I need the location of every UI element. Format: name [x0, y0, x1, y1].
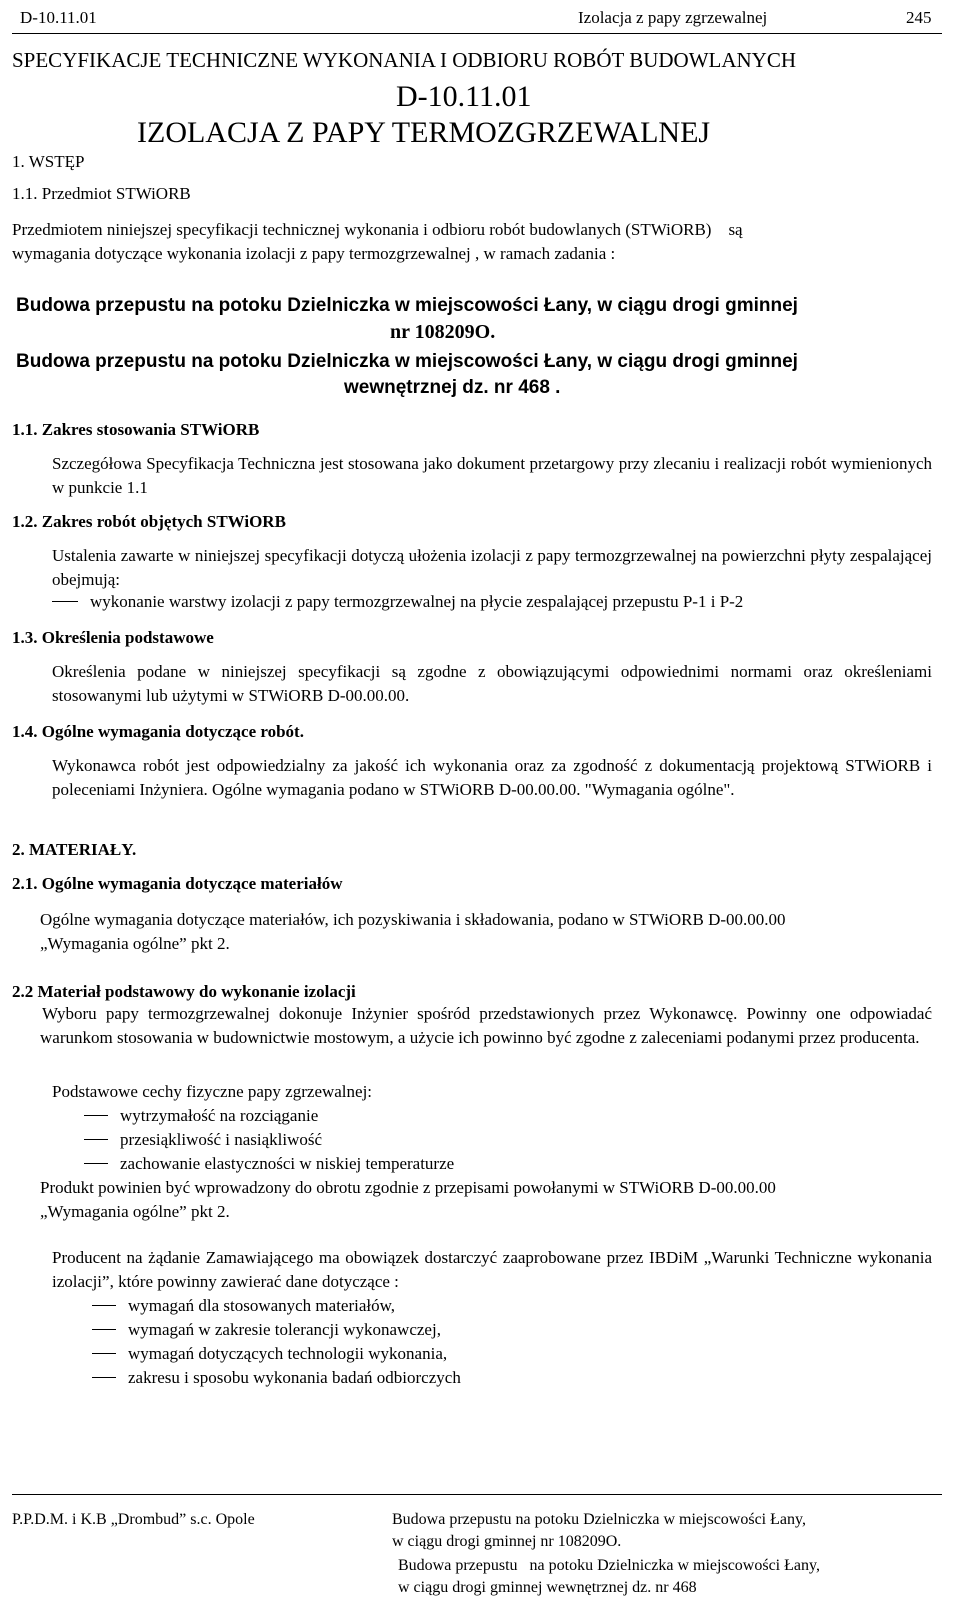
list-dash [52, 601, 78, 602]
section-1-3-para: Określenia podane w niniejszej specyfikacji są zgodne z obowiązującymi odpowiednimi normami oraz określeniami stosowanymi lub użytymi w STWiORB D-00.00.00. [52, 662, 932, 705]
list-dash [92, 1329, 116, 1330]
spec-name: IZOLACJA Z PAPY TERMOZGRZEWALNEJ [137, 116, 711, 149]
section-1-2-item: wykonanie warstwy izolacji z papy termozgrzewalnej na płycie zespalającej przepustu P-1 i P-2 [90, 592, 744, 611]
footer-company: P.P.D.M. i K.B „Drombud” s.c. Opole [12, 1511, 255, 1528]
spec-code: D-10.11.01 [396, 80, 532, 113]
section-1-4-para: Wykonawca robót jest odpowiedzialny za jakość ich wykonania oraz za zgodność z dokumentacją projektową STWiORB i poleceniami Inżyniera. Ogólne wymagania podano w STWiORB D-00.00.00. "Wymagania ogólne". [52, 756, 932, 799]
footer-task2-line1: Budowa przepustu na potoku Dzielniczka w miejscowości Łany, [398, 1557, 820, 1574]
header-doc-title: Izolacja z papy zgrzewalnej [578, 8, 768, 27]
producer-item: zakresu i sposobu wykonania badań odbiorczych [128, 1368, 461, 1387]
section-2-1-para-line1: Ogólne wymagania dotyczące materiałów, ich pozyskiwania i składowania, podano w STWiORB D-00.00.00 [40, 910, 786, 929]
list-dash [84, 1163, 108, 1164]
list-dash [84, 1115, 108, 1116]
section-2-1-para-line2: „Wymagania ogólne” pkt 2. [40, 934, 230, 953]
section-1-heading: 1. WSTĘP [12, 152, 85, 171]
header-rule [12, 33, 942, 34]
section-1-3-heading: 1.3. Określenia podstawowe [12, 628, 214, 647]
section-1-1-para-line2: wymagania dotyczące wykonania izolacji z papy termozgrzewalnej , w ramach zadania : [12, 244, 616, 263]
producer-para: Producent na żądanie Zamawiającego ma obowiązek dostarczyć zaaprobowane przez IBDiM „Warunki Techniczne wykonania izolacji”, które powinny zawierać dane dotyczące : [52, 1248, 932, 1291]
footer-task2-line2: w ciągu drogi gminnej wewnętrznej dz. nr 468 [398, 1579, 697, 1596]
section-1-1-heading: 1.1. Przedmiot STWiORB [12, 184, 191, 203]
task-2-line2: wewnętrznej dz. nr 468 . [344, 377, 561, 398]
section-1-1b-heading: 1.1. Zakres stosowania STWiORB [12, 420, 260, 439]
producer-item: wymagań dotyczących technologii wykonania, [128, 1344, 448, 1363]
list-dash [92, 1305, 116, 1306]
feature-item: wytrzymałość na rozciąganie [120, 1106, 319, 1125]
task-2-line1: Budowa przepustu na potoku Dzielniczka w miejscowości Łany, w ciągu drogi gminnej [16, 351, 798, 372]
list-dash [92, 1377, 116, 1378]
task-1-line2: nr 108209O. [390, 321, 496, 343]
section-2-2-para: Wyboru papy termozgrzewalnej dokonuje Inżynier spośród przedstawionych przez Wykonawcę. Powinny one odpowiadać warunkom stosowania w budownictwie mostowym, a użycie ich powinno być zgodne z zaleceniami podanymi przez producenta. [40, 1004, 932, 1047]
features-intro: Podstawowe cechy fizyczne papy zgrzewalnej: [52, 1082, 373, 1101]
footer-rule [12, 1494, 942, 1495]
list-dash [84, 1139, 108, 1140]
footer-task1-line1: Budowa przepustu na potoku Dzielniczka w miejscowości Łany, [392, 1511, 806, 1528]
section-1-1-para-line1: Przedmiotem niniejszej specyfikacji technicznej wykonania i odbioru robót budowlanych (STWiORB) są [12, 220, 743, 239]
feature-item: zachowanie elastyczności w niskiej temperaturze [120, 1154, 455, 1173]
footer-task1-line2: w ciągu drogi gminnej nr 108209O. [392, 1533, 622, 1550]
section-1-2-para: Ustalenia zawarte w niniejszej specyfikacji dotyczą ułożenia izolacji z papy termozgrzewalnej na powierzchni płyty zespalającej obejmują: [52, 546, 932, 589]
list-dash [92, 1353, 116, 1354]
task-1-line1: Budowa przepustu na potoku Dzielniczka w miejscowości Łany, w ciągu drogi gminnej [16, 295, 798, 316]
section-2-2-heading: 2.2 Materiał podstawowy do wykonanie izolacji [12, 982, 356, 1001]
feature-item: przesiąkliwość i nasiąkliwość [120, 1130, 323, 1149]
header-doc-code: D-10.11.01 [20, 8, 97, 27]
product-line2: „Wymagania ogólne” pkt 2. [40, 1202, 230, 1221]
section-2-1-heading: 2.1. Ogólne wymagania dotyczące materiałów [12, 874, 343, 893]
section-2-heading: 2. MATERIAŁY. [12, 840, 137, 859]
section-1-1b-para: Szczegółowa Specyfikacja Techniczna jest stosowana jako dokument przetargowy przy zlecaniu i realizacji robót wymienionych w punkcie 1.1 [52, 454, 932, 497]
header-page-number: 245 [906, 8, 932, 27]
producer-item: wymagań dla stosowanych materiałów, [128, 1296, 396, 1315]
section-1-2-heading: 1.2. Zakres robót objętych STWiORB [12, 512, 286, 531]
product-line1: Produkt powinien być wprowadzony do obrotu zgodnie z przepisami powołanymi w STWiORB D-00.00.00 [40, 1178, 776, 1197]
spec-title-line: SPECYFIKACJE TECHNICZNE WYKONANIA I ODBIORU ROBÓT BUDOWLANYCH [12, 48, 797, 72]
section-1-4-heading: 1.4. Ogólne wymagania dotyczące robót. [12, 722, 304, 741]
producer-item: wymagań w zakresie tolerancji wykonawczej, [128, 1320, 441, 1339]
